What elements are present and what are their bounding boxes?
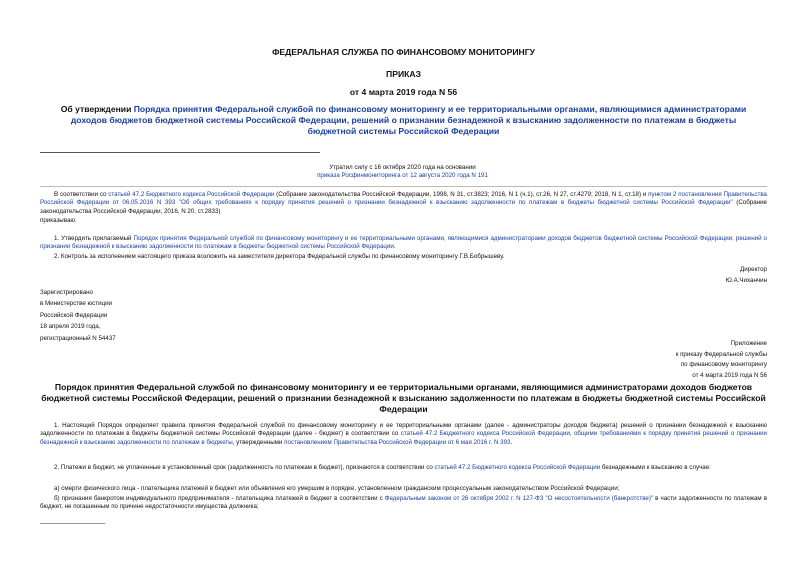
order-procedure-link[interactable]: Порядок принятия Федеральной службой по финансовому мониторингу и ее территориальными органами, являющимися администраторами доходов бюджетов бюджетной системы Российской Федерации, решений о признании безнадежной к взысканию задолженности по платежам в бюджеты бюджетной системы Российской Федерации: [40, 235, 767, 251]
preamble-paragraph: В соответствии со статьей 47.2 Бюджетного кодекса Российской Федерации (Собрание законодательства Российской Федерации, 1998, N 31, ст.3823; 2016, N 1 (ч.1), ст.26, N 27, ст.4279; 2018, N 1, ст.18) и пунктом 2 постановления Правительства Российской Федерации от 06.05.2016 N 393 "Об общих требованиях к порядку принятия решений о признании безнадежной к взысканию задолженности по платежам в бюджеты бюджетной системы Российской Федерации" (Собрание законодательства Российской Федерации, 2016, N 20, ст.2833): [40, 191, 767, 215]
title-link[interactable]: Порядка принятия Федеральной службой по финансовому мониторингу и ее территориальными органами, являющимися администраторами доходов бюджетов бюджетной системы Российской Федерации, решений о признании безнадежной к взысканию задолженности по платежам в бюджеты бюджетной системы Российской Федерации: [70, 104, 747, 136]
procedure-title: Порядок принятия Федеральной службой по финансовому мониторингу и ее территориальными органами, являющимися администраторами доходов бюджетов бюджетной системы Российской Федерации, решений о признании безнадежной к взысканию задолженности по платежам в бюджеты бюджетной системы Российской Федерации: [41, 382, 766, 414]
budget-code-link[interactable]: статьей 47.2 Бюджетного кодекса Российской Федерации: [108, 191, 275, 198]
order-item-1: 1. Утвердить прилагаемый Порядок принятия Федеральной службой по финансовому мониторингу и ее территориальными органами, являющимися администраторами доходов бюджетов бюджетной системы Российской Федерации, решений о признании безнадежной к взысканию задолженности по платежам в бюджеты бюджетной системы Российской Федерации.: [40, 235, 767, 251]
divider: [40, 186, 767, 187]
agency-name: ФЕДЕРАЛЬНАЯ СЛУЖБА ПО ФИНАНСОВОМУ МОНИТОРИНГУ: [272, 47, 535, 57]
signature-name: Ю.А.Чиханчин: [725, 277, 767, 284]
procedure-item-b: б) признания банкротом индивидуального предпринимателя - плательщика платежей в бюджет в соответствии с Федеральным законом от 26 октября 2002 г. N 127-ФЗ "О несостоятельности (банкротстве)" в части задолженности по платежам в бюджет, не погашенным по причине недостаточности имущества должника;: [40, 495, 767, 511]
document-title: [55, 104, 752, 137]
resolution-393-link[interactable]: постановлением Правительства Российской Федерации от 6 мая 2016 г. N 393: [284, 438, 511, 446]
document-type: ПРИКАЗ: [386, 69, 421, 79]
procedure-paragraph-1: 1. Настоящий Порядок определяет правила принятия Федеральной службой по финансовому мониторингу и ее территориальными органами (далее - администраторы доходов бюджета) решений о признании безнадежной к взысканию задолженности по платежам в бюджеты бюджетной системы Российской Федерации (далее - бюджет) в соответствии со статьей 47.2 Бюджетного кодекса Российской Федерации, общими требованиями к порядку принятия решений о признании безнадежной к взысканию задолженности по платежам в бюджеты, утвержденными постановлением Правительства Российской Федерации от 6 мая 2016 г. N 393.: [40, 422, 767, 446]
footnote-divider: [40, 523, 105, 524]
procedure-paragraph-2: 2. Платежи в бюджет, не уплаченные в установленный срок (задолженность по платежам в бюджет), признаются в соответствии со статьей 47.2 Бюджетного кодекса Российской Федерации безнадежными к взысканию в случае:: [54, 464, 711, 471]
preamble-order-word: приказываю:: [40, 217, 77, 224]
bankruptcy-law-link[interactable]: Федеральным законом от 26 октября 2002 г. N 127-ФЗ "О несостоятельности (банкротстве)": [384, 495, 654, 502]
document-date-number: от 4 марта 2019 года N 56: [349, 87, 458, 97]
resolution-393-link[interactable]: пунктом 2 постановления Правительства Российской Федерации от 06.05.2016 N 393 "Об общих требованиях к порядку принятия решений о признании безнадежной к взысканию задолженности по платежам в бюджеты бюджетной системы Российской Федерации": [40, 191, 767, 207]
divider: [40, 152, 320, 153]
signature-position: Директор: [740, 266, 767, 273]
title-prefix: Об утверждении: [60, 104, 134, 114]
budget-code-link[interactable]: статьей 47.2 Бюджетного кодекса Российской Федерации: [434, 464, 601, 471]
registration-block: Зарегистрировано в Министерстве юстиции Российской Федерации 18 апреля 2019 года, регистрационный N 54437: [40, 289, 116, 342]
appendix-block: Приложение к приказу Федеральной службы по финансовому мониторингу от 4 марта 2019 года N 56: [675, 340, 767, 379]
status-link[interactable]: приказа Росфинмониторинга от 12 августа 2020 года N 191: [317, 172, 488, 180]
order-item-2: 2. Контроль за исполнением настоящего приказа возложить на заместителя директора Федеральной службы по финансовому мониторингу Г.В.Бобрышеву.: [54, 253, 505, 260]
status-line: Утратил силу с 16 октября 2020 года на основании: [329, 164, 476, 171]
general-requirements-link[interactable]: общими требованиями к порядку принятия решений о признании безнадежной к взысканию задолженности по платежам в бюджеты: [40, 430, 767, 446]
status-note: [300, 164, 505, 181]
budget-code-link[interactable]: статьей 47.2 Бюджетного кодекса Российской Федерации: [400, 430, 570, 438]
procedure-item-a: а) смерти физического лица - плательщика платежей в бюджет или объявления его умершим в порядке, установленном гражданским процессуальным законодательством Российской Федерации;: [54, 485, 620, 492]
